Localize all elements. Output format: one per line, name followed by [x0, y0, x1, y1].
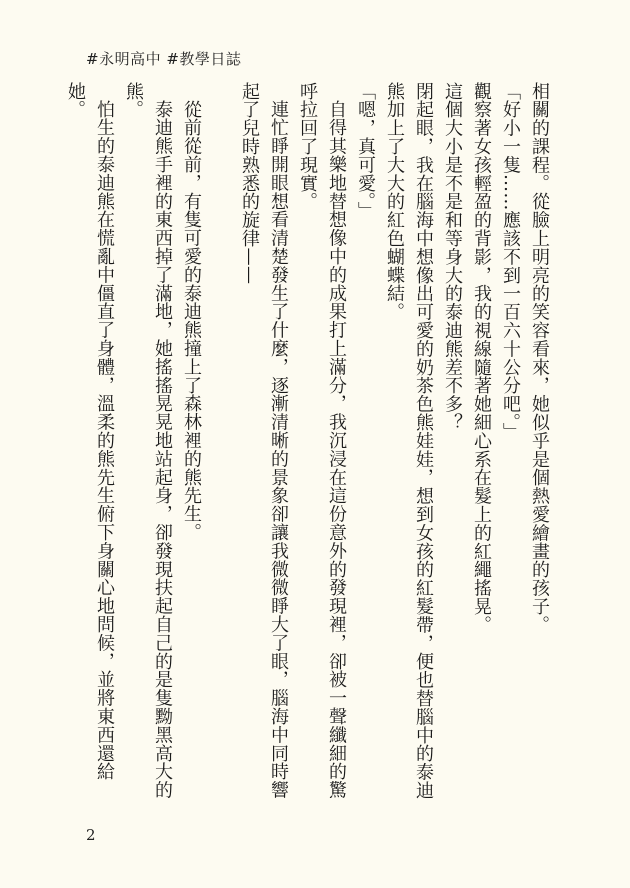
body-text — [65, 82, 554, 802]
paragraph: 自得其樂地替想像中的成果打上滿分，我沉浸在這份意外的發現裡，卻被一聲纖細的驚呼拉回了現實。 — [297, 82, 347, 800]
page-number: 2 — [86, 826, 96, 844]
paragraph: 「嗯，真可愛。」 — [355, 82, 376, 221]
paragraph: 觀察著女孩輕盈的背影，我的視線隨著她細心系在髮上的紅繩搖晃。 — [471, 82, 492, 634]
paragraph: 怕生的泰迪熊在慌亂中僵直了身體，溫柔的熊先生俯下身關心地問候，並將東西還給她。 — [65, 82, 115, 781]
paragraph: 這個大小是不是和等身大的泰迪熊差不多？ — [442, 82, 463, 432]
paragraph: 相關的課程。從臉上明亮的笑容看來，她似乎是個熱愛繪畫的孩子。 — [529, 82, 550, 634]
paragraph: 「好小一隻……應該不到一百六十公分吧。」 — [500, 82, 521, 441]
paragraph: 閉起眼，我在腦海中想像出可愛的奶茶色熊娃娃，想到女孩的紅髮帶，便也替腦中的泰迪熊加上了大大的紅色蝴蝶結。 — [384, 82, 434, 800]
header-tags: #永明高中 #教學日誌 — [86, 50, 242, 68]
paragraph: 從前從前，有隻可愛的泰迪熊撞上了森林裡的熊先生。 — [181, 100, 202, 542]
paragraph: 連忙睜開眼想看清楚發生了什麼，逐漸清晰的景象卻讓我微微睜大了眼，腦海中同時響起了兒時熟悉的旋律—— — [239, 82, 289, 800]
paragraph: 泰迪熊手裡的東西掉了滿地，她搖搖晃晃地站起身，卻發現扶起自己的是隻黝黑高大的熊。 — [123, 82, 173, 800]
